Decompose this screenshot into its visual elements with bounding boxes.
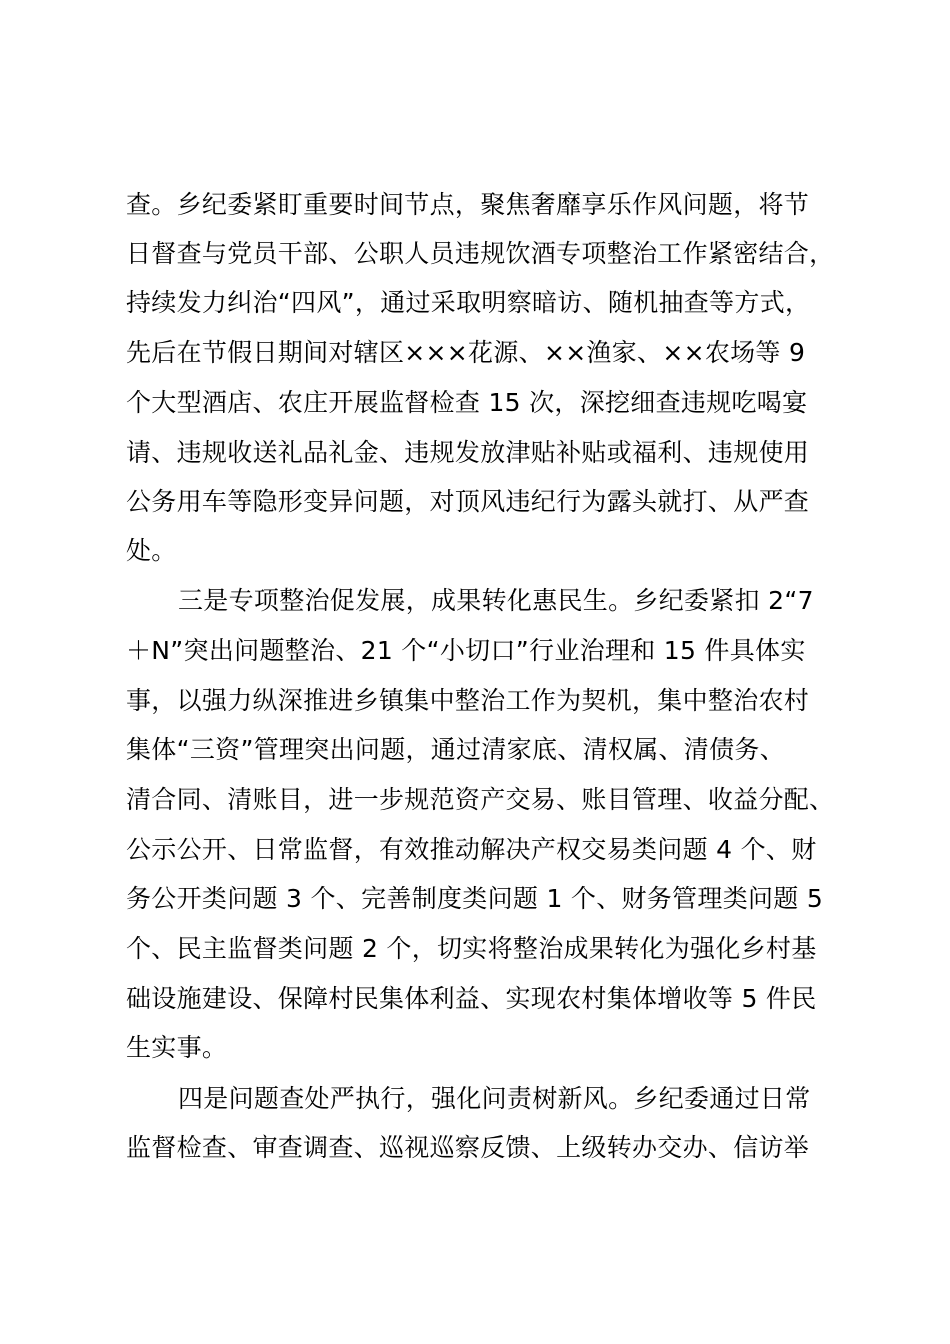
text-line: 查。乡纪委紧盯重要时间节点，聚焦奢靡享乐作风问题，将节: [126, 190, 810, 219]
text-line: 处。: [126, 536, 177, 565]
text-line: ＋N”突出问题整治、21 个“小切口”行业治理和 15 件具体实: [126, 636, 806, 665]
text-line: 务公开类问题 3 个、完善制度类问题 1 个、财务管理类问题 5: [126, 884, 824, 913]
text-line: 公务用车等隐形变异问题，对顶风违纪行为露头就打、从严查: [126, 487, 810, 516]
text-line: 公示公开、日常监督，有效推动解决产权交易类问题 4 个、财: [126, 835, 817, 864]
paragraph-start-line: 四是问题查处严执行，强化问责树新风。乡纪委通过日常: [178, 1084, 811, 1113]
text-line: 清合同、清账目，进一步规范资产交易、账目管理、收益分配、: [126, 785, 835, 814]
text-line: 持续发力纠治“四风”，通过采取明察暗访、随机抽查等方式，: [126, 288, 811, 317]
text-line: 先后在节假日期间对辖区×××花源、××渔家、××农场等 9: [126, 338, 806, 367]
text-line: 个、民主监督类问题 2 个，切实将整治成果转化为强化乡村基: [126, 934, 817, 963]
paragraph-start-line: 三是专项整治促发展，成果转化惠民生。乡纪委紧扣 2“7: [178, 586, 814, 615]
text-line: 生实事。: [126, 1033, 228, 1062]
text-line: 础设施建设、保障村民集体利益、实现农村集体增收等 5 件民: [126, 984, 817, 1013]
text-line: 监督检查、审查调查、巡视巡察反馈、上级转办交办、信访举: [126, 1133, 810, 1162]
text-line: 请、违规收送礼品礼金、违规发放津贴补贴或福利、违规使用: [126, 438, 810, 467]
text-line: 事，以强力纵深推进乡镇集中整治工作为契机，集中整治农村: [126, 686, 810, 715]
text-line: 日督查与党员干部、公职人员违规饮酒专项整治工作紧密结合，: [126, 239, 835, 268]
text-line: 个大型酒店、农庄开展监督检查 15 次，深挖细查违规吃喝宴: [126, 388, 808, 417]
text-line: 集体“三资”管理突出问题，通过清家底、清权属、清债务、: [126, 735, 786, 764]
